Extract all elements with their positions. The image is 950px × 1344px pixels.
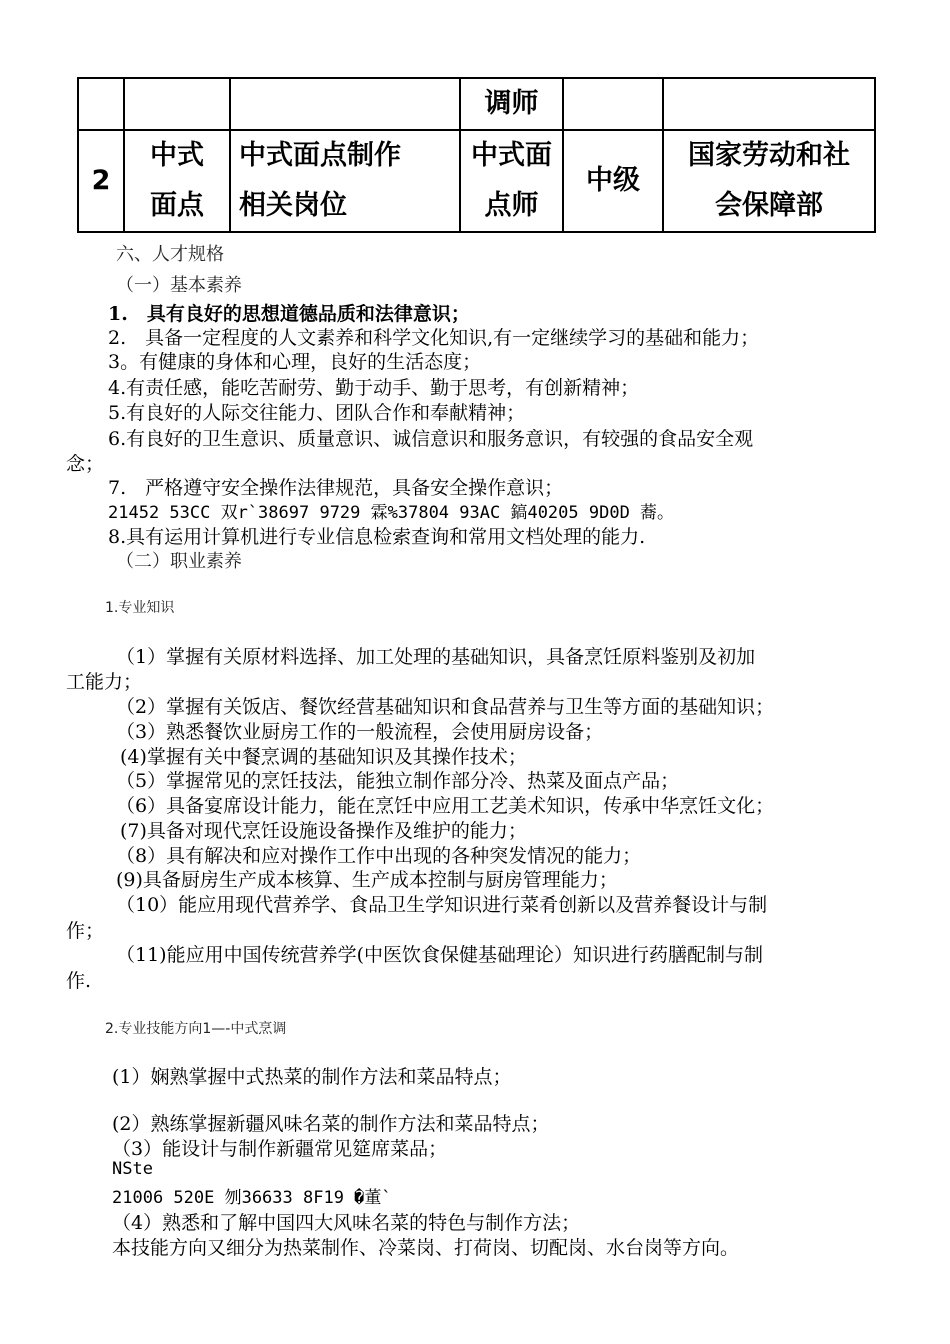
knowledge-item: （8）具有解决和应对操作工作中出现的各种突发情况的能力；: [116, 845, 642, 867]
basic-item: 4.有责任感，能吃苦耐劳、勤于动手、勤于思考，有创新精神；: [108, 377, 640, 399]
skill-item: （3）能设计与制作新疆常见筵席菜品；: [112, 1138, 448, 1160]
basic-item: 6.有良好的卫生意识、质量意识、诚信意识和服务意识，有较强的食品安全观: [108, 428, 754, 450]
post-line: 相关岗位: [239, 190, 347, 221]
issuer-line: 会保障部: [715, 190, 823, 221]
skill-item: 本技能方向又细分为热菜制作、冷菜岗、打荷岗、切配岗、水台岗等方向。: [112, 1237, 740, 1259]
table-row: [78, 78, 875, 130]
post-line: 中式面点制作: [239, 140, 401, 171]
major-cell: [124, 130, 230, 232]
table-cell: [78, 78, 124, 130]
knowledge-item: (4)掌握有关中餐烹调的基础知识及其操作技术；: [120, 746, 527, 768]
table-cell: [230, 78, 460, 130]
knowledge-item: （6）具备宴席设计能力，能在烹饪中应用工艺美术知识，传承中华烹饪文化；: [116, 795, 775, 817]
basic-item: 3。有健康的身体和心理，良好的生活态度；: [108, 351, 482, 373]
subsection-heading: （一）基本素养: [116, 275, 242, 296]
specialty-table: [77, 77, 876, 233]
basic-item: 1. 具有良好的思想道德品质和法律意识；: [108, 303, 470, 325]
major-line: 中式: [150, 140, 204, 171]
row-number-cell: 2: [78, 130, 124, 232]
issuer-cell: [663, 130, 875, 232]
knowledge-item: (7)具备对现代烹饪设施设备操作及维护的能力；: [120, 820, 527, 842]
subsection-heading: （二）职业素养: [116, 551, 242, 572]
major-line: 面点: [150, 190, 204, 221]
knowledge-item-continued: 作；: [66, 920, 105, 942]
post-cell: [230, 130, 460, 232]
certificate-cell: [460, 130, 563, 232]
section-heading: 六、人才规格: [116, 244, 224, 265]
table-cell: [563, 78, 663, 130]
basic-item: 8.具有运用计算机进行专业信息检索查询和常用文档处理的能力.: [108, 526, 646, 548]
skill-title: 2.专业技能方向1—-中式烹调: [105, 1021, 287, 1037]
table-cell: [663, 78, 875, 130]
garbled-text: 21006 520E 刎36633 8F19 �董`: [112, 1188, 392, 1208]
basic-item: 7. 严格遵守安全操作法律规范，具备安全操作意识；: [108, 477, 564, 499]
knowledge-item: (9)具备厨房生产成本核算、生产成本控制与厨房管理能力；: [116, 869, 618, 891]
knowledge-title: 1.专业知识: [105, 600, 175, 616]
knowledge-item: （11)能应用中国传统营养学(中医饮食保健基础理论）知识进行药膳配制与制: [116, 944, 764, 966]
knowledge-item: （1）掌握有关原材料选择、加工处理的基础知识，具备烹饪原料鉴别及初加: [116, 646, 756, 668]
knowledge-item-continued: 作.: [66, 970, 92, 992]
knowledge-item: （2）掌握有关饭店、餐饮经营基础知识和食品营养与卫生等方面的基础知识；: [116, 696, 775, 718]
skill-item: （4）熟悉和了解中国四大风味名菜的特色与制作方法；: [112, 1212, 581, 1234]
certificate-line: 点师: [484, 190, 539, 221]
garbled-text: 21452 53CC 双r`38697 9729 霖%37804 93AC 鎬40205 9D0D 蕎。: [108, 503, 675, 523]
basic-item: 2. 具备一定程度的人文素养和科学文化知识,有一定继续学习的基础和能力；: [108, 327, 760, 349]
table-row: [78, 130, 875, 232]
skill-item: (2）熟练掌握新疆风味名菜的制作方法和菜品特点；: [112, 1113, 550, 1135]
knowledge-item: （10）能应用现代营养学、食品卫生学知识进行菜肴创新以及营养餐设计与制: [116, 894, 768, 916]
table-cell: [124, 78, 230, 130]
knowledge-item: （3）熟悉餐饮业厨房工作的一般流程，会使用厨房设备；: [116, 721, 604, 743]
garbled-text: NSte: [112, 1159, 153, 1179]
basic-item-continued: 念；: [66, 453, 105, 475]
issuer-line: 国家劳动和社: [688, 140, 850, 171]
basic-item: 5.有良好的人际交往能力、团队合作和奉献精神；: [108, 402, 526, 424]
level-cell: 中级: [563, 130, 663, 232]
skill-item: (1）娴熟掌握中式热菜的制作方法和菜品特点；: [112, 1066, 512, 1088]
table-cell: 调师: [460, 78, 563, 130]
certificate-line: 中式面: [471, 140, 552, 171]
knowledge-item: （5）掌握常见的烹饪技法，能独立制作部分冷、热菜及面点产品；: [116, 770, 680, 792]
knowledge-item-continued: 工能力；: [66, 671, 143, 693]
